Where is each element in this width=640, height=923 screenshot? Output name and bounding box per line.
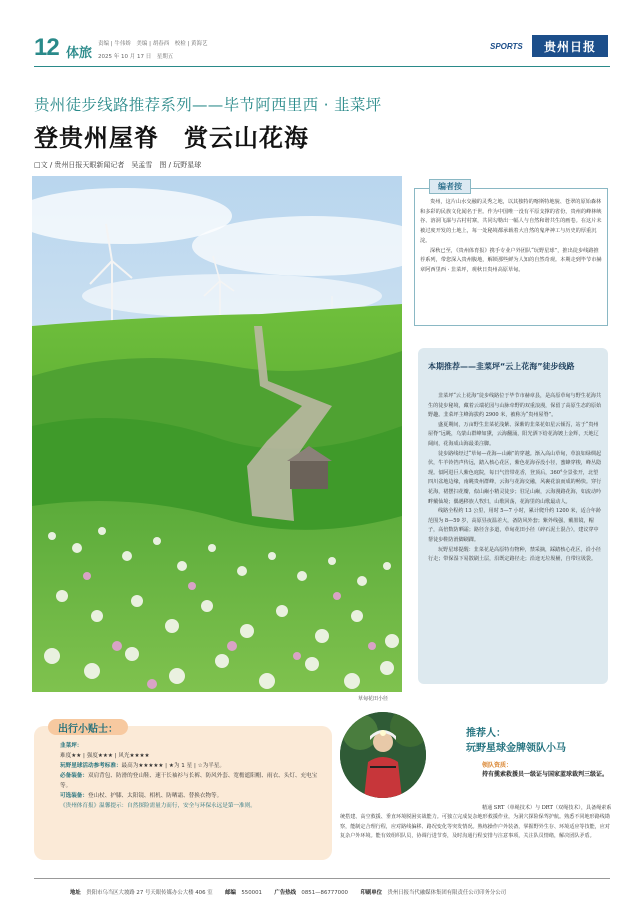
recommender-bio [340,804,612,842]
travel-tips-title: 出行小贴士： [48,719,128,735]
reference-label: 玩野星球活动参考标准： [60,763,122,769]
footer-divider [34,878,610,879]
article-subtitle: 贵州徒步线路推荐系列——毕节阿西里西 · 韭菜坪 [34,96,382,114]
recommendation-paragraph: 玩野星球提醒：韭菜花是高原特有物种，禁采摘，踩踏核心花区，沿小径行走；带保湿下易散刷土层，沿既定路径走；沿途无垃圾桶，自带垃圾袋。 [428,546,602,563]
printer-name: 贵州日报当代融媒体集团有限责任公司印务分公司 [387,890,507,896]
masthead-logo: 贵州日报 [532,35,608,57]
editor-note-text [420,198,602,276]
recommender-name: 玩野星球金牌领队小马 [466,743,566,754]
postcode-label: 邮编 [225,890,236,896]
recommender-bio-text: 精通 SRT（单绳技术）与 DRT（双绳技术），具备绳索系统搭建、高空救援、垂直环境脱困实战能力。可独立完成复杂地形救援作业，为洞穴探险保驾护航。熟悉不同地形路线勘察，能制定合理行程，应对路线偏移、路况变化等突发情况。熟练操作户外装备，掌握野外生存、环境适应等技能，应对复杂户外环境。能有效组织队员，协调行进节奏，及时沟通行程安排与注意事项，关注队员情绪，解决团队矛盾。 [340,805,612,840]
reference-text: 最高为★★★★★ | ★为 1 星 | ☆为半星。 [121,763,225,769]
recommendation-text [428,392,602,565]
page-footer [70,888,506,896]
recommendation-paragraph: 徒步路线经过“草甸—花海—山巅”的穿越。渐入高山草甸，草浪如绿绸起伏，牛羊铃铛声传远，踏入核心花区，紫色花海吞没小径，蜜蜂穿梭，峰丛隐现。似阿进巨人紫色庭院，每日气管带花香，登顶后，360°全景张开，北望四川盆地边缘，南眺贵州群峰，云海与花海交融，风裹花浪而成的畅快。穿行花海，裙摆扫花瓣，似山巅小精灵徒步；驻足山巅，云海漫路花海，如流动吟畔戴仙境；偶遇移族人牧归，山歌回荡，花海里的山歌最动人。 [428,450,602,505]
landscape-photo [32,176,402,692]
staff-credits: 责编 | 牛伟娇 美编 | 胡春西 校检 | 黄海艺 [98,41,208,47]
header-divider [34,66,610,67]
issue-date: 2025 年 10 月 17 日 星期五 [98,54,174,60]
recommendation-paragraph: 韭菜坪“云上花海”徒步线路位于毕节市赫章县，是高原草甸与野生花海共生的徒步秘境，藏着云端花园与山脉牵野的双重浪漫，保留了高原生态的原始野趣。韭菜坪主峰海拔约 2900 米，被称为“贵州屋脊”。 [428,393,602,419]
optional-gear-text: 登山杖、护膝、太阳镜、相机、防晒霜、替换衣物等。 [87,793,223,799]
gear-label: 必备装备： [60,773,88,779]
optional-gear-label: 可选装备： [60,793,88,799]
route-rating: 难度★★ | 强度★★★ | 风光★★★★ [60,753,150,759]
postcode-text: 550001 [241,890,262,896]
address-label: 地址 [70,890,81,896]
editor-note-paragraph: 深秋已至，《贵州体育报》携手专业户外团队“玩野星球”，推出徒步线路推荐系列，带您深入贵州腹地，解锁那些鲜为人知的自然奇观。本期走到毕节市赫章阿西里西 · 韭菜坪，观秋日贵州高原草甸。 [420,247,602,273]
page-number: 12 [34,34,59,61]
qualification-label: 领队资质： [482,762,513,769]
editor-note-paragraph: 贵州，这片山水交融的灵秀之地，以其独特的喀斯特地貌、苍翠的原始森林和多彩的民族文化闻名于世。作为中国唯一没有平原支撑的省份，贵州的峰林峡谷、溶洞飞瀑与古村村寨，共同勾勒出一幅人与自然和谐共生的画卷。在这片未被过度开发的土地上，每一处秘境都承载着大自然的鬼斧神工与历史的厚重沉淀。 [420,199,602,244]
safety-warning: 《贵州体育报》温馨提示：自然探险需量力而行，安全与环保永远是第一准则。 [60,803,256,809]
gear-text: 双肩背包、防滑的登山鞋、速干长袖衫与长裤、防风外套、宽檐遮阳帽、雨衣、头灯、充电宝等。 [60,773,318,789]
address-text: 贵阳市乌当区大坡路 27 号天眼传媒办公大楼 406 室 [86,890,213,896]
photo-caption: 草甸花田小径 [358,696,389,702]
editor-note-tag: 编者按 [429,179,471,194]
printer-label: 印刷单位 [360,890,383,896]
section-name: 体旅 [66,46,93,61]
recommender-avatar [340,712,426,798]
ad-hotline-number: 0851—86777000 [301,890,348,896]
route-label: 韭菜坪： [60,743,83,749]
qualification-text: 持有揽索救援员一级证与国家蓝球裁判三级证。 [482,771,609,778]
ad-hotline-label: 广告热线 [274,890,296,896]
recommendation-paragraph: 盛夏期间，万亩野生韭菜花浅紫、深紫的韭菜花如星云倾泻，站于“贵州屋脊”远眺，乌蒙山群峰如黛，云海翻涌，阳光洒下给花海镀上金辉，天地辽阔间，花海成山海最柔注脚。 [428,421,599,447]
sports-tag: SPORTS [490,42,523,51]
recommendation-title: 本期推荐——韭菜坪“云上花海”徒步线路 [428,362,575,371]
page-header [0,0,640,80]
recommender-label: 推荐人： [466,728,506,739]
recommendation-paragraph: 线路全程约 13 公里，用时 5—7 小时，累计爬升约 1200 米，适合年龄范围为 8—59 岁，高原昼夜温差大，备防风外套；紫外线强，戴墨镜，帽子，高倍数防晒霜；路径含多道，草甸花田小径（碎石泥土混合），建议穿中帮徒步鞋防滑脚刷踝。 [428,508,601,543]
article-title: 登贵州屋脊 赏云山花海 [34,124,309,152]
article-byline: □文 / 贵州日报天眼新闻记者 吴孟雪 图 / 玩野星球 [34,161,202,169]
travel-tips-text [48,741,324,811]
